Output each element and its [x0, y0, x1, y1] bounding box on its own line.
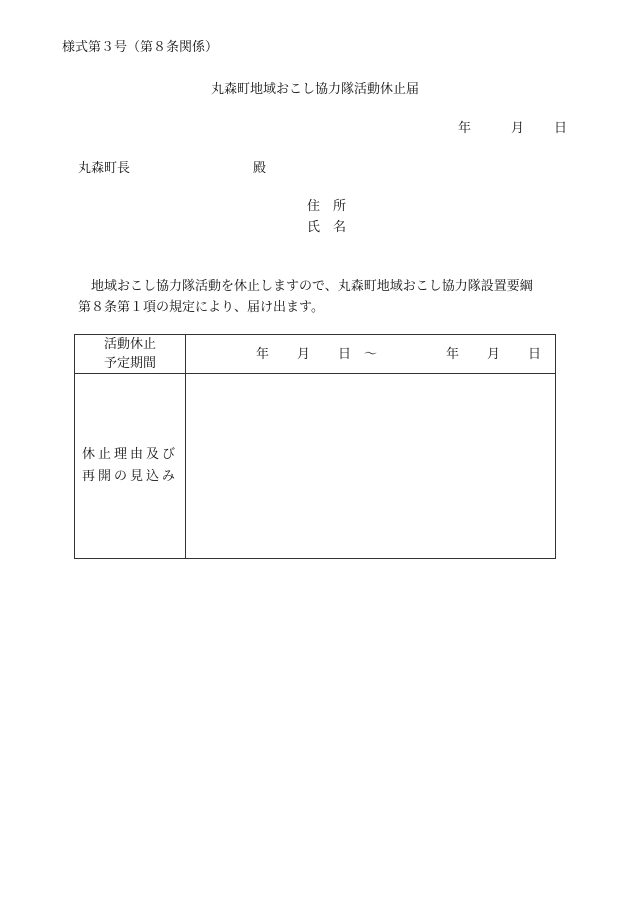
submission-date	[458, 122, 567, 135]
period-from-month: 月	[297, 347, 311, 362]
notice-body	[78, 276, 558, 318]
reason-label-line-1: 休止理由及び	[81, 447, 178, 462]
period-to-month: 月	[487, 347, 501, 362]
suspension-info-table	[74, 334, 556, 559]
applicant-name-label: 氏 名	[307, 220, 347, 235]
period-label-line-2: 予定期間	[103, 356, 156, 371]
date-day: 日	[554, 121, 568, 136]
reason-label-line-2: 再開の見込み	[81, 469, 178, 484]
period-label-cell	[75, 335, 186, 374]
period-from-year: 年	[256, 347, 270, 362]
period-range	[186, 335, 555, 373]
addressee-honorific: 殿	[253, 161, 267, 176]
reason-row	[75, 374, 556, 559]
period-row	[75, 335, 556, 374]
period-value-cell[interactable]	[186, 335, 556, 374]
period-to-day: 日	[528, 347, 542, 362]
applicant-address-label: 住 所	[307, 199, 347, 214]
document-title: 丸森町地域おこし協力隊活動休止届	[210, 82, 419, 97]
form-number: 様式第３号（第８条関係）	[62, 40, 219, 55]
notice-body-line-1: 地域おこし協力隊活動を休止しますので、丸森町地域おこし協力隊設置要綱	[78, 279, 533, 294]
period-label-line-1: 活動休止	[103, 337, 156, 352]
addressee-name: 丸森町長	[78, 161, 131, 176]
reason-value-cell[interactable]	[186, 374, 556, 559]
reason-label-cell	[75, 374, 186, 559]
period-to-year: 年	[446, 347, 460, 362]
period-from-day: 日	[338, 347, 352, 362]
notice-body-line-2: 第８条第１項の規定により、届け出ます。	[78, 300, 324, 315]
date-month: 月	[511, 121, 525, 136]
period-tilde: ～	[364, 347, 378, 362]
date-year: 年	[458, 121, 472, 136]
